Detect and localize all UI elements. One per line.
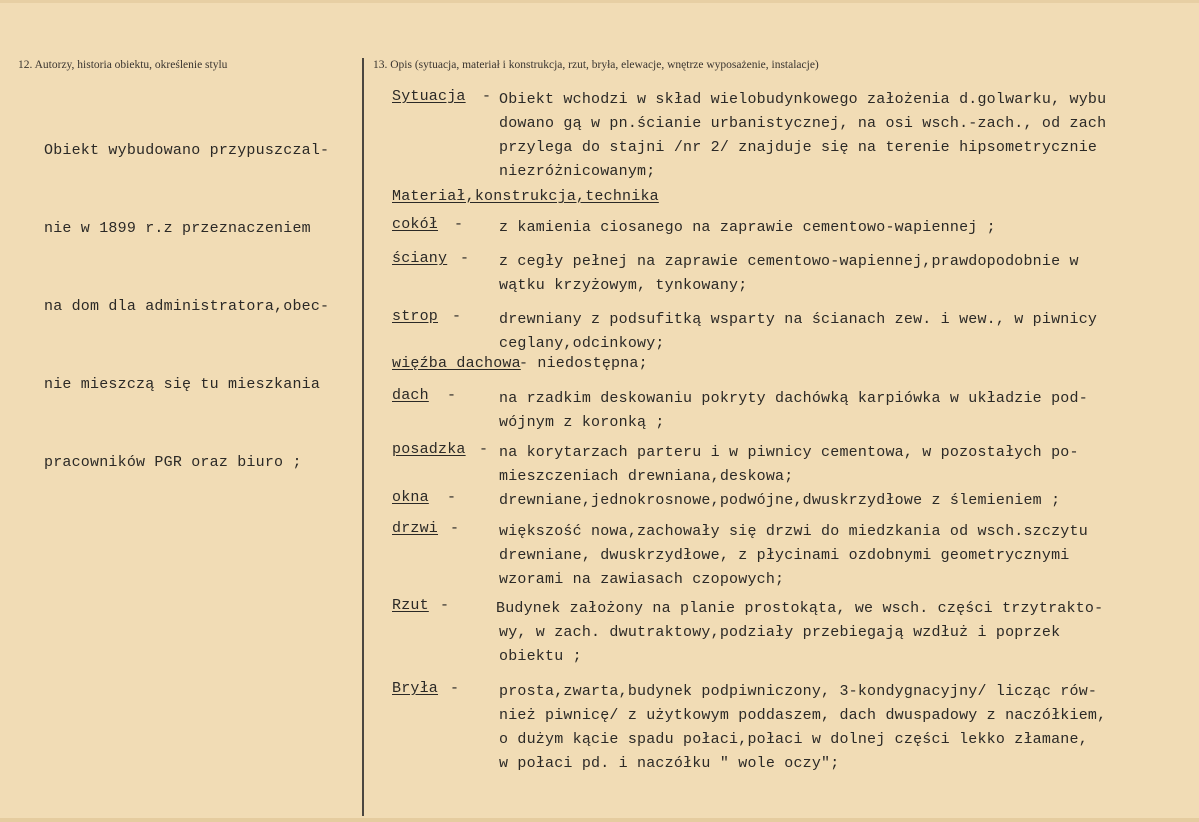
section-13-header: 13. Opis (sytuacja, materiał i konstrukcja, rzut, bryła, elewacje, wnętrze wyposażenie, instalacje) — [373, 59, 819, 71]
text-line: wy, w zach. dwutraktowy,podziały przebiegają wzdłuż i poprzek — [499, 624, 1061, 641]
entry-dash: - — [447, 387, 457, 404]
text-line: z cegły pełnej na zaprawie cementowo-wapiennej,prawdopodobnie w — [499, 253, 1079, 270]
term-sciany: ściany — [392, 250, 448, 267]
text-line: Budynek założony na planie prostokąta, we wsch. części trzytrakto- — [496, 600, 1104, 617]
text-line: większość nowa,zachowały się drzwi do miedzkania od wsch.szczytu — [499, 523, 1088, 540]
text-line: Obiekt wchodzi w skład wielobudynkowego założenia d.golwarku, wybu — [499, 91, 1107, 108]
text-line: z kamienia ciosanego na zaprawie cementowo-wapiennej ; — [499, 219, 996, 236]
text-line: wójnym z koronką ; — [499, 414, 665, 431]
text-line: nież piwnicę/ z użytkowym poddaszem, dach dwuspadowy z naczółkiem, — [499, 707, 1107, 724]
text-line: prosta,zwarta,budynek podpiwniczony, 3-kondygnacyjny/ licząc rów- — [499, 683, 1098, 700]
paper-bottom-edge — [0, 818, 1199, 822]
text-line: obiektu ; — [499, 648, 582, 665]
entry-dash: - — [452, 308, 462, 325]
text-line: Obiekt wybudowano przypuszczal- — [44, 142, 330, 159]
entry-dash: - — [479, 441, 489, 458]
term-okna: okna — [392, 489, 429, 506]
term-dach: dach — [392, 387, 429, 404]
text-line: mieszczeniach drewniana,deskowa; — [499, 468, 794, 485]
text-line: na korytarzach parteru i w piwnicy cementowa, w pozostałych po- — [499, 444, 1079, 461]
entry-dash: - — [482, 88, 492, 105]
text-line: o dużym kącie spadu połaci,połaci w dolnej części lekko złamane, — [499, 731, 1088, 748]
text-line: nie mieszczą się tu mieszkania — [44, 376, 321, 393]
term-sytuacja: Sytuacja — [392, 88, 466, 105]
term-cokol: cokół — [392, 216, 439, 233]
term-bryla: Bryła — [392, 680, 439, 697]
text-line: drewniane,jednokrosnowe,podwójne,dwuskrzydłowe z ślemieniem ; — [499, 492, 1061, 509]
entry-bryla — [392, 680, 1182, 799]
text-line: przylega do stajni /nr 2/ znajduje się na terenie hipsometrycznie — [499, 139, 1098, 156]
text-line: ceglany,odcinkowy; — [499, 335, 665, 352]
text-line: na rzadkim deskowaniu pokryty dachówką karpiówka w układzie pod- — [499, 390, 1088, 407]
text-line: niezróżnicowanym; — [499, 163, 656, 180]
text-line: drewniany z podsufitką wsparty na ścianach zew. i wew., w piwnicy — [499, 311, 1098, 328]
paper-top-edge — [0, 0, 1199, 3]
entry-dash: - — [450, 680, 460, 697]
term-drzwi: drzwi — [392, 520, 439, 537]
term-strop: strop — [392, 308, 439, 325]
text-line: pracowników PGR oraz biuro ; — [44, 454, 302, 471]
entry-dash: - — [440, 597, 450, 614]
term-rzut: Rzut — [392, 597, 429, 614]
term-posadzka: posadzka — [392, 441, 466, 458]
material-heading: Materiał,konstrukcja,technika — [392, 188, 659, 205]
column-divider — [362, 58, 364, 816]
text-line: na dom dla administratora,obec- — [44, 298, 330, 315]
term-wiezba: więźba dachowa — [392, 355, 521, 372]
section-12-text — [44, 86, 359, 502]
entry-dash: - — [460, 250, 470, 267]
text-line: drewniane, dwuskrzydłowe, z płycinami ozdobnymi geometrycznymi — [499, 547, 1070, 564]
text-line: dowano gą w pn.ścianie urbanistycznej, na osi wsch.-zach., od zach — [499, 115, 1107, 132]
text-line: w połaci pd. i naczółku " wole oczy"; — [499, 755, 840, 772]
text-line: nie w 1899 r.z przeznaczeniem — [44, 220, 311, 237]
entry-dash: - — [454, 216, 464, 233]
entry-dash: - — [450, 520, 460, 537]
section-12-header: 12. Autorzy, historia obiektu, określenie stylu — [18, 59, 228, 71]
entry-text: - niedostępna; — [519, 355, 648, 372]
entry-dash: - — [447, 489, 457, 506]
text-line: wzorami na zawiasach czopowych; — [499, 571, 785, 588]
text-line: wątku krzyżowym, tynkowany; — [499, 277, 748, 294]
